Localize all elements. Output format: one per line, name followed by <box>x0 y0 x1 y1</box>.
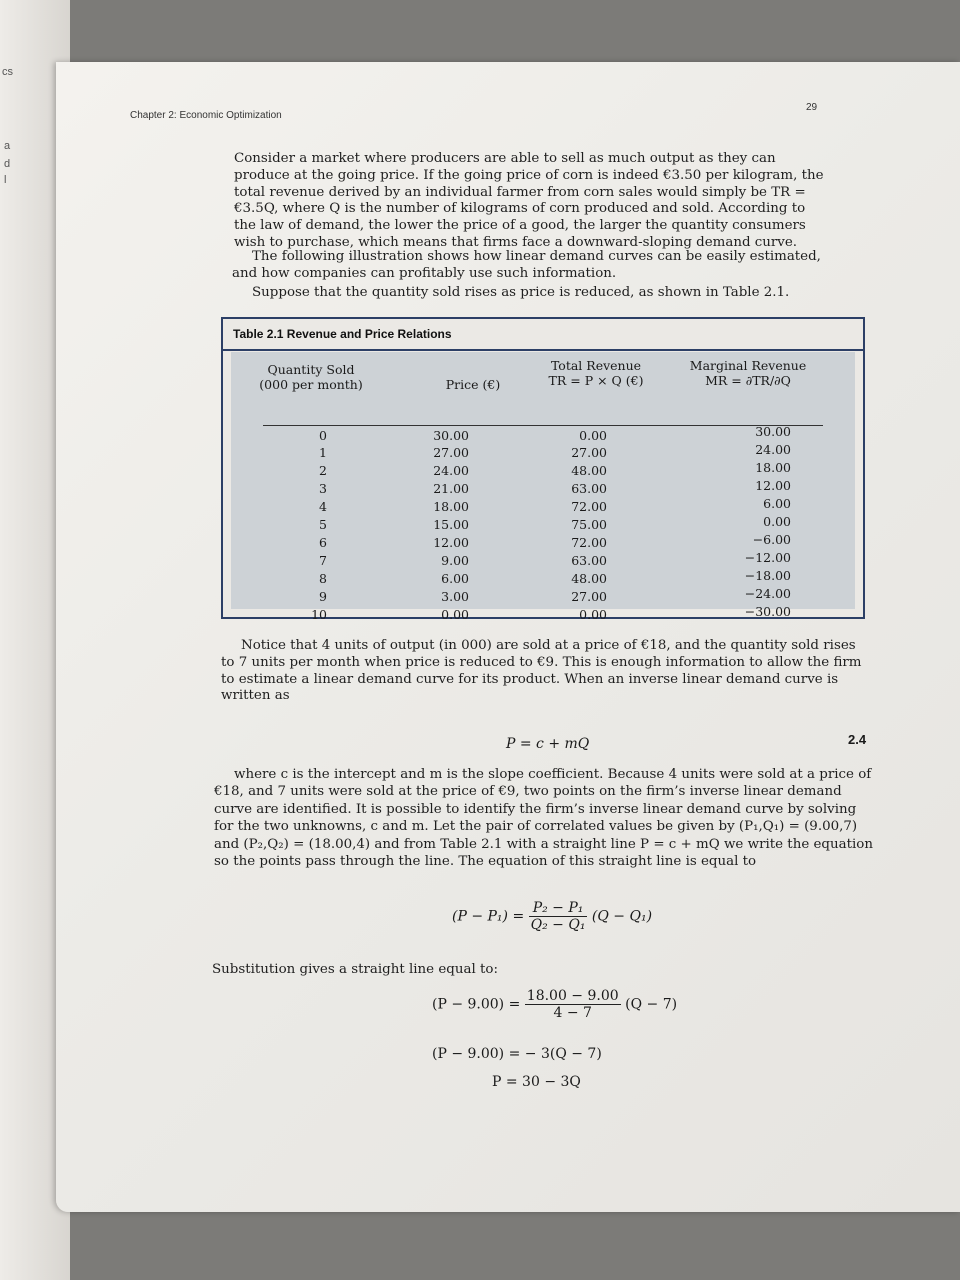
cell-total-revenue: 48.00 <box>571 463 607 478</box>
cell-quantity: 9 <box>319 589 327 604</box>
cell-marginal-revenue: −6.00 <box>752 532 791 547</box>
table-body <box>231 352 855 622</box>
cell-price: 21.00 <box>433 481 469 496</box>
paragraph-notice: Notice that 4 units of output (in 000) are sold at a price of €18, and the quantity sold rises to 7 units per month when price is reduced to €9. This is enough information to allow the firm to estimate a linear demand curve for its product. When an inverse linear demand curve is written as <box>221 638 862 704</box>
running-head: Chapter 2: Economic Optimization <box>130 110 282 121</box>
cell-quantity: 7 <box>319 553 327 568</box>
paragraph-substitution: Substitution gives a straight line equal to: <box>212 962 498 977</box>
cell-quantity: 6 <box>319 535 327 550</box>
cell-total-revenue: 0.00 <box>579 607 607 622</box>
column-header-price: Price (€) <box>445 377 501 392</box>
cell-quantity: 5 <box>319 517 327 532</box>
header-rule <box>263 425 823 426</box>
cell-price: 6.00 <box>441 571 469 586</box>
cell-total-revenue: 75.00 <box>571 517 607 532</box>
left-page-fragment: l <box>4 174 7 186</box>
cell-total-revenue: 48.00 <box>571 571 607 586</box>
left-page-fragment: a <box>4 140 11 152</box>
equation-number: 2.4 <box>848 732 867 747</box>
cell-total-revenue: 0.00 <box>579 428 607 443</box>
column-header-quantity: Quantity Sold (000 per month) <box>259 362 363 392</box>
cell-total-revenue: 27.00 <box>571 445 607 460</box>
book-page <box>56 62 960 1212</box>
cell-price: 27.00 <box>433 445 469 460</box>
substitution-step-1: (P − 9.00) = $\frac{18.00 - 9.00}{4 - 7}$ (Q − 7) <box>432 988 678 1021</box>
paragraph-intro: Consider a market where producers are able to sell as much output as they can produce at the going price. If the going price of corn is indeed €3.50 per kilogram, the total revenue derived by an individual farmer from corn sales would simply be TR = €3.5Q, where Q is the number of kilograms of corn produced and sold. According to the law of demand, the lower the price of a good, the larger the quantity consumers wish to purchase, which means that firms face a downward-sloping demand curve. <box>234 151 824 250</box>
column-header-total-revenue: Total Revenue TR = P × Q (€) <box>548 358 644 388</box>
cell-marginal-revenue: −12.00 <box>744 550 791 565</box>
cell-marginal-revenue: −30.00 <box>744 604 791 619</box>
cell-price: 18.00 <box>433 499 469 514</box>
two-point-equation: (P − P₁) = $\frac{\text{P₂ − P₁}}{\text{Q₂ − Q₁}}$ (Q − Q₁) <box>452 900 653 933</box>
cell-quantity: 1 <box>319 445 327 460</box>
cell-total-revenue: 72.00 <box>571 499 607 514</box>
cell-marginal-revenue: −18.00 <box>744 568 791 583</box>
cell-total-revenue: 63.00 <box>571 481 607 496</box>
cell-total-revenue: 27.00 <box>571 589 607 604</box>
cell-price: 0.00 <box>441 607 469 622</box>
cell-marginal-revenue: 12.00 <box>755 478 791 493</box>
paragraph-illustration: The following illustration shows how linear demand curves can be easily estimated, and how companies can profitably use such information. <box>232 249 821 281</box>
cell-quantity: 2 <box>319 463 327 478</box>
cell-marginal-revenue: −24.00 <box>744 586 791 601</box>
substitution-step-2: (P − 9.00) = − 3(Q − 7) <box>432 1046 602 1062</box>
cell-price: 24.00 <box>433 463 469 478</box>
cell-price: 15.00 <box>433 517 469 532</box>
substitution-step-3: P = 30 − 3Q <box>492 1074 581 1090</box>
paragraph-derivation: where c is the intercept and m is the slope coefficient. Because 4 units were sold at a price of €18, and 7 units were sold at the price of €9, two points on the firm’s inverse linear demand curve are identified. It is possible to identify the firm’s inverse linear demand curve by solving for the two unknowns, c and m. Let the pair of correlated values be given by (P₁,Q₁) = (9.00,7) and (P₂,Q₂) = (18.00,4) and from Table 2.1 with a straight line P = c + mQ we write the equation so the points pass through the line. The equation of this straight line is equal to <box>214 767 873 870</box>
cell-price: 9.00 <box>441 553 469 568</box>
cell-marginal-revenue: 6.00 <box>763 496 791 511</box>
cell-quantity: 10 <box>311 607 327 622</box>
cell-marginal-revenue: 24.00 <box>755 442 791 457</box>
cell-total-revenue: 72.00 <box>571 535 607 550</box>
cell-quantity: 0 <box>319 428 327 443</box>
cell-price: 12.00 <box>433 535 469 550</box>
cell-marginal-revenue: 30.00 <box>755 424 791 439</box>
table-title: Table 2.1 Revenue and Price Relations <box>223 319 863 351</box>
left-page-fragment: d <box>4 158 11 170</box>
page-number: 29 <box>806 102 818 113</box>
cell-marginal-revenue: 0.00 <box>763 514 791 529</box>
cell-quantity: 4 <box>319 499 327 514</box>
cell-quantity: 3 <box>319 481 327 496</box>
left-page-fragment: cs <box>2 66 13 78</box>
cell-price: 30.00 <box>433 428 469 443</box>
equation-2-4: P = c + mQ <box>506 736 590 752</box>
column-header-marginal-revenue: Marginal Revenue MR = ∂TR/∂Q <box>689 358 807 388</box>
cell-price: 3.00 <box>441 589 469 604</box>
cell-quantity: 8 <box>319 571 327 586</box>
cell-total-revenue: 63.00 <box>571 553 607 568</box>
revenue-price-table <box>221 317 865 622</box>
cell-marginal-revenue: 18.00 <box>755 460 791 475</box>
paragraph-suppose: Suppose that the quantity sold rises as price is reduced, as shown in Table 2.1. <box>252 285 790 300</box>
